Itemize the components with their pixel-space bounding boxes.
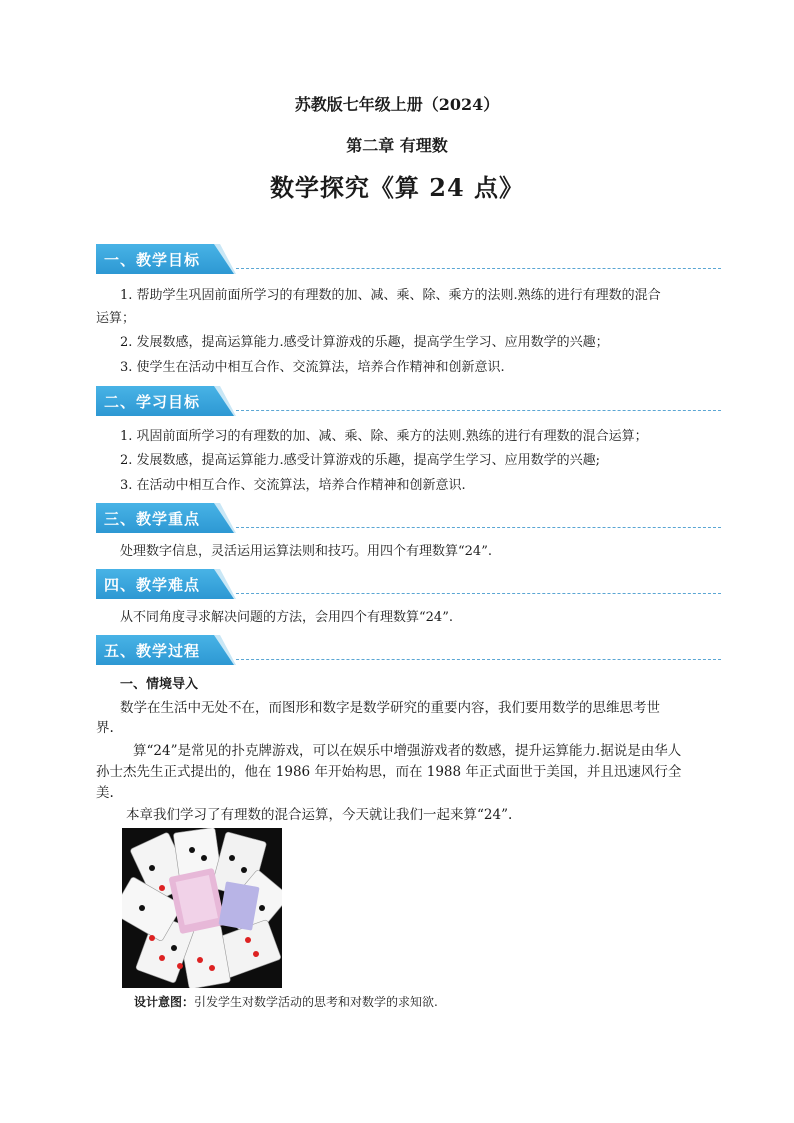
section-label: 三、教学重点 (104, 510, 201, 528)
design-intent-label: 设计意图： (134, 995, 195, 1009)
paragraph: 本章我们学习了有理数的混合运算，今天就让我们一起来算“24”. (126, 807, 513, 823)
section-label: 五、教学过程 (104, 642, 201, 660)
section-header-learning-goals (96, 386, 721, 416)
list-item: 运算； (96, 311, 136, 326)
list-item: 1. 巩固前面所学习的有理数的加、减、乘、除、乘方的法则.熟练的进行有理数的混合运算； (120, 429, 648, 444)
paragraph: 算“24”是常见的扑克牌游戏，可以在娱乐中增强游戏者的数感，提升运算能力.据说是由华人 (133, 743, 682, 759)
paragraph: 界. (96, 720, 114, 736)
design-intent-text: 引发学生对数学活动的思考和对数学的求知欲. (194, 995, 438, 1009)
section-header-teaching-goals (96, 244, 721, 274)
paragraph: 美. (96, 785, 114, 801)
paragraph: 孙士杰先生正式提出的，他在 1986 年开始构思，而在 1988 年正式面世于美国，并且迅速风行全 (96, 764, 682, 780)
paragraph: 数学在生活中无处不在，而图形和数字是数学研究的重要内容，我们要用数学的思维思考世 (120, 700, 660, 716)
lesson-title: 数学探究《算 24 点》 (269, 173, 525, 202)
section-header-teaching-process (96, 635, 721, 665)
paragraph: 处理数字信息，灵活运用运算法则和技巧。用四个有理数算“24”. (120, 544, 492, 559)
list-item: 3. 使学生在活动中相互合作、交流算法，培养合作精神和创新意识. (120, 360, 505, 375)
section-header-key-points (96, 503, 721, 533)
playing-cards-photo (122, 828, 282, 988)
section-label: 二、学习目标 (104, 393, 201, 411)
chapter-title: 第二章 有理数 (346, 136, 448, 155)
list-item: 2. 发展数感，提高运算能力.感受计算游戏的乐趣，提高学生学习、应用数学的兴趣； (120, 335, 609, 350)
paragraph: 从不同角度寻求解决问题的方法，会用四个有理数算“24”. (120, 610, 453, 625)
list-item: 2. 发展数感，提高运算能力.感受计算游戏的乐趣，提高学生学习、应用数学的兴趣; (120, 453, 601, 468)
section-label: 一、教学目标 (104, 251, 201, 269)
section-header-difficulties (96, 569, 721, 599)
list-item: 1. 帮助学生巩固前面所学习的有理数的加、减、乘、除、乘方的法则.熟练的进行有理数的混合 (120, 288, 661, 303)
sub-heading: 一、情境导入 (120, 677, 199, 692)
design-intent (134, 993, 438, 1010)
section-label: 四、教学难点 (104, 576, 201, 594)
list-item: 3. 在活动中相互合作、交流算法，培养合作精神和创新意识. (120, 478, 466, 493)
book-title: 苏教版七年级上册（2024） (294, 95, 500, 114)
